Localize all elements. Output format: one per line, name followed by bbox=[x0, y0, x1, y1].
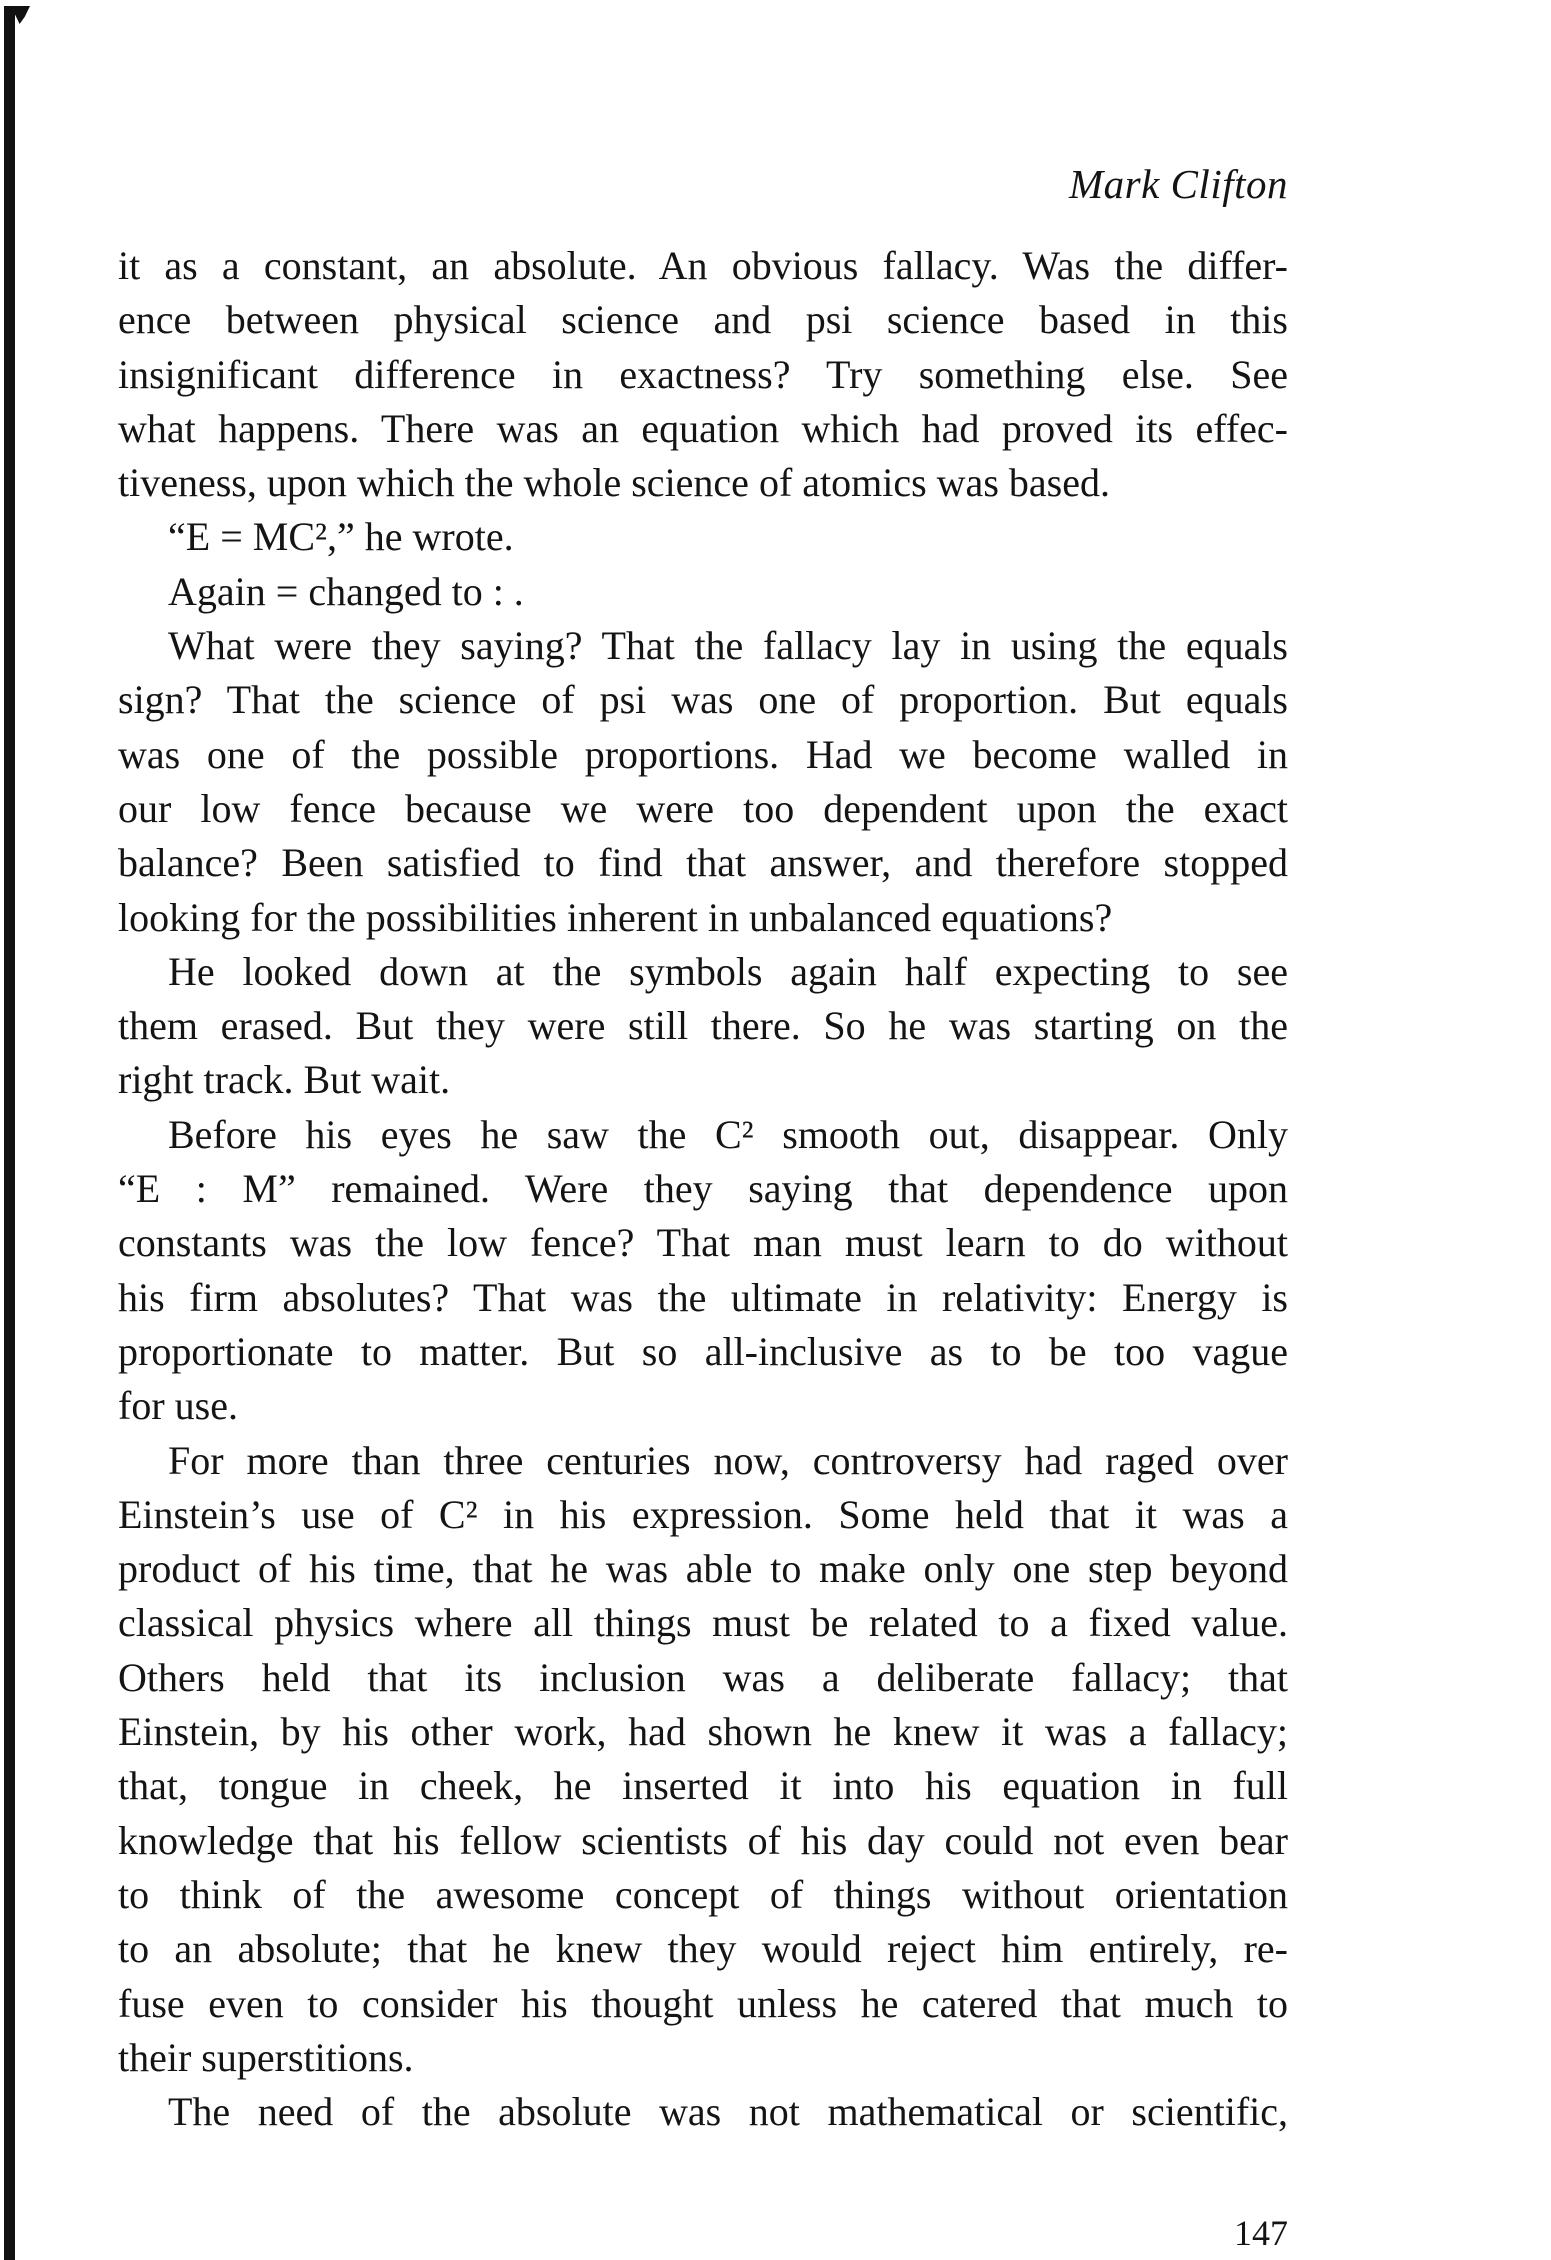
text-line: knowledge that his fellow scientists of his day could not even bear bbox=[118, 1817, 1288, 1863]
text-line: “E : M” remained. Were they saying that dependence upon bbox=[118, 1166, 1288, 1212]
paragraph bbox=[118, 239, 1288, 510]
text-line: classical physics where all things must be related to a fixed value. bbox=[118, 1600, 1288, 1646]
text-line: Others held that its inclusion was a deliberate fallacy; that bbox=[118, 1654, 1288, 1700]
text-line: right track. But wait. bbox=[118, 1057, 451, 1103]
text-line: Again = changed to : . bbox=[168, 568, 524, 614]
body-text bbox=[118, 239, 1288, 2139]
text-line: insignificant difference in exactness? Try something else. See bbox=[118, 351, 1288, 397]
paragraph bbox=[118, 2085, 1288, 2139]
paragraph bbox=[118, 510, 1288, 564]
text-line: to an absolute; that he knew they would reject him entirely, re- bbox=[118, 1926, 1288, 1972]
text-line: was one of the possible proportions. Had we become walled in bbox=[118, 731, 1288, 777]
text-line: that, tongue in cheek, he inserted it into his equation in full bbox=[118, 1763, 1288, 1809]
text-line: Einstein’s use of C² in his expression. Some held that it was a bbox=[118, 1491, 1288, 1537]
text-line: for use. bbox=[118, 1383, 238, 1429]
text-line: Before his eyes he saw the C² smooth out, disappear. Only bbox=[168, 1111, 1288, 1157]
text-line: it as a constant, an absolute. An obvious fallacy. Was the differ- bbox=[118, 243, 1288, 288]
running-head-author: Mark Clifton bbox=[1069, 161, 1288, 207]
page-binding-edge bbox=[4, 10, 15, 2260]
text-line: fuse even to consider his thought unless he catered that much to bbox=[118, 1980, 1288, 2026]
text-line: his firm absolutes? That was the ultimate in relativity: Energy is bbox=[118, 1274, 1288, 1320]
paragraph bbox=[118, 619, 1288, 945]
text-line: He looked down at the symbols again half expecting to see bbox=[168, 948, 1288, 994]
text-line: what happens. There was an equation which had proved its effec- bbox=[118, 405, 1288, 451]
page-number: 147 bbox=[1234, 2213, 1288, 2253]
text-line: product of his time, that he was able to make only one step beyond bbox=[118, 1546, 1288, 1592]
text-line: What were they saying? That the fallacy lay in using the equals bbox=[168, 623, 1288, 669]
text-line: Einstein, by his other work, had shown he knew it was a fallacy; bbox=[118, 1709, 1288, 1755]
text-line: proportionate to matter. But so all-inclusive as to be too vague bbox=[118, 1328, 1288, 1374]
paragraph bbox=[118, 565, 1288, 619]
text-line: our low fence because we were too dependent upon the exact bbox=[118, 785, 1288, 831]
text-line: tiveness, upon which the whole science of atomics was based. bbox=[118, 460, 1110, 506]
paragraph bbox=[118, 1108, 1288, 1434]
text-line: “E = MC²,” he wrote. bbox=[168, 514, 514, 560]
text-line: sign? That the science of psi was one of proportion. But equals bbox=[118, 677, 1288, 723]
text-line: The need of the absolute was not mathematical or scientific, bbox=[168, 2089, 1288, 2135]
text-line: their superstitions. bbox=[118, 2034, 414, 2080]
text-line: constants was the low fence? That man must learn to do without bbox=[118, 1220, 1288, 1266]
text-line: ence between physical science and psi science based in this bbox=[118, 297, 1288, 343]
paragraph bbox=[118, 945, 1288, 1108]
text-line: to think of the awesome concept of things without orientation bbox=[118, 1871, 1288, 1917]
text-line: For more than three centuries now, controversy had raged over bbox=[168, 1437, 1288, 1483]
paragraph bbox=[118, 1434, 1288, 2086]
text-line: them erased. But they were still there. So he was starting on the bbox=[118, 1003, 1288, 1049]
text-line: balance? Been satisfied to find that answer, and therefore stopped bbox=[118, 840, 1288, 886]
text-line: looking for the possibilities inherent in unbalanced equations? bbox=[118, 894, 1113, 940]
